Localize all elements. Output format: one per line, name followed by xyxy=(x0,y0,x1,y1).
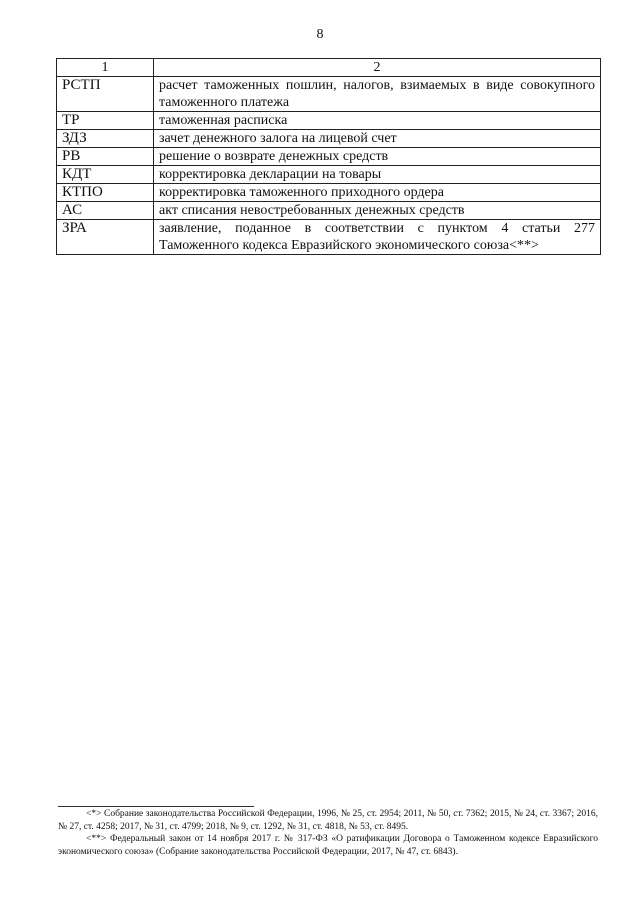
abbreviation-description: акт списания невостребованных денежных средств xyxy=(154,202,601,220)
table-row xyxy=(57,77,601,112)
footnote-divider xyxy=(58,806,254,807)
footnotes xyxy=(58,808,598,858)
abbreviation-description: таможенная расписка xyxy=(154,112,601,130)
table-row xyxy=(57,184,601,202)
abbreviation-description: зачет денежного залога на лицевой счет xyxy=(154,130,601,148)
abbreviation-code: ЗРА xyxy=(57,220,154,255)
footnote-1: <*> Собрание законодательства Российской Федерации, 1996, № 25, ст. 2954; 2011, № 50, ст. 7362; 2015, № 24, ст. 3367; 2016, № 27, ст. 4258; 2017, № 31, ст. 4799; 2018, № 9, ст. 1292, № 31, ст. 4818, № 53, ст. 8495. xyxy=(58,809,598,832)
footnote-2: <**> Федеральный закон от 14 ноября 2017 г. № 317-ФЗ «О ратификации Договора о Таможенном кодексе Евразийского экономического союза» (Собрание законодательства Российской Федерации, 2017, № 47, ст. 6843). xyxy=(58,834,598,857)
table-row xyxy=(57,130,601,148)
table-row xyxy=(57,148,601,166)
abbreviations-table xyxy=(56,58,601,255)
abbreviation-code: РСТП xyxy=(57,77,154,112)
page-number: 8 xyxy=(316,27,324,42)
table-row xyxy=(57,220,601,255)
abbreviation-code: ТР xyxy=(57,112,154,130)
abbreviation-description: решение о возврате денежных средств xyxy=(154,148,601,166)
table-row xyxy=(57,166,601,184)
abbreviation-code: КТПО xyxy=(57,184,154,202)
abbreviation-description: расчет таможенных пошлин, налогов, взимаемых в виде совокупного таможенного платежа xyxy=(154,77,601,112)
table-row xyxy=(57,202,601,220)
abbreviation-description: корректировка декларации на товары xyxy=(154,166,601,184)
table-row xyxy=(57,112,601,130)
abbreviation-code: ЗДЗ xyxy=(57,130,154,148)
table-header-row xyxy=(57,59,601,77)
column-header-code: 1 xyxy=(57,59,154,77)
abbreviation-code: АС xyxy=(57,202,154,220)
abbreviation-code: РВ xyxy=(57,148,154,166)
abbreviation-code: КДТ xyxy=(57,166,154,184)
abbreviation-description: заявление, поданное в соответствии с пунктом 4 статьи 277 Таможенного кодекса Евразийского экономического союза<**> xyxy=(154,220,601,255)
abbreviation-description: корректировка таможенного приходного ордера xyxy=(154,184,601,202)
column-header-description: 2 xyxy=(154,59,601,77)
